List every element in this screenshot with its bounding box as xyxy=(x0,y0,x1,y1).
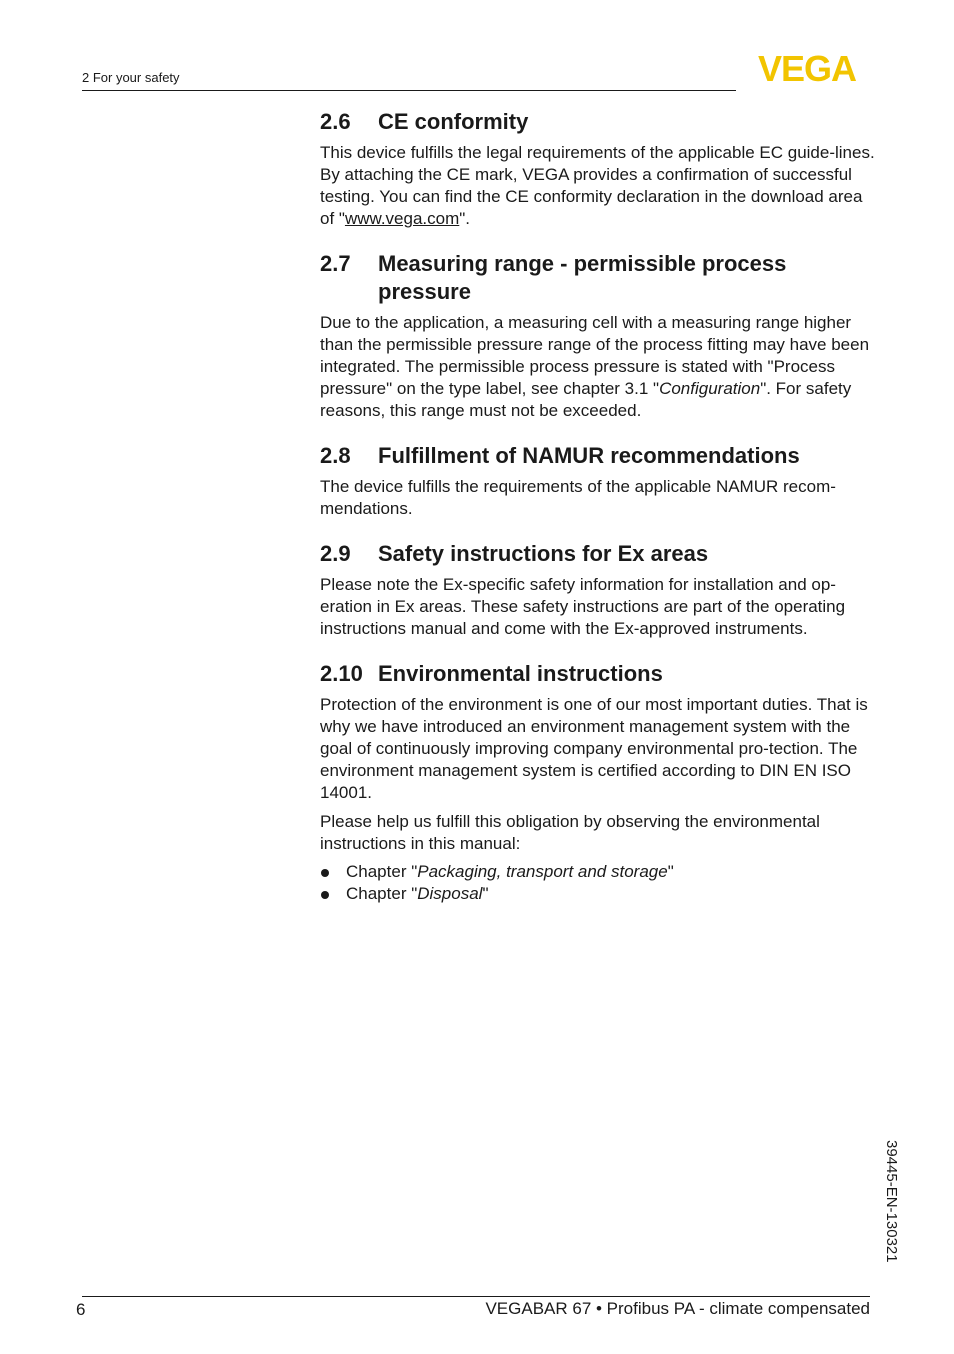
section-ex-areas xyxy=(320,540,880,640)
list-item: Chapter "Disposal" xyxy=(320,883,880,905)
body-paragraph: Protection of the environment is one of our most important duties. That is why we have introduced an environment management system with the goal of continuously improving company environmental pro-tection. The environment management system is certified according to DIN EN ISO 14001. xyxy=(320,695,868,802)
section-title: Safety instructions for Ex areas xyxy=(378,541,709,566)
section-heading xyxy=(320,108,880,136)
body-paragraph: The device fulfills the requirements of the applicable NAMUR recom-mendations. xyxy=(320,477,836,518)
logo-text: VEGA xyxy=(757,52,857,84)
chapter-reference: Configuration xyxy=(659,379,761,398)
page-number: 6 xyxy=(76,1300,86,1319)
body-paragraph: Due to the application, a measuring cell with a measuring range higher than the permissible pressure range of the process fitting may have been integrated. The permissible process pressure is stated with "Process pressure" on the type label, see chapter 3.1 "Configuration". For safety reasons, this range must not be exceeded. xyxy=(320,313,870,420)
section-ce-conformity xyxy=(320,108,880,230)
section-number: 2.6 xyxy=(320,109,351,134)
section-title: Environmental instructions xyxy=(378,661,663,686)
vega-logo xyxy=(742,52,872,84)
page-content xyxy=(320,108,880,905)
vega-website-link[interactable]: www.vega.com xyxy=(344,209,460,228)
section-environmental xyxy=(320,660,880,905)
section-number: 2.9 xyxy=(320,541,351,566)
bullet-icon xyxy=(321,869,329,877)
running-header: 2 For your safety xyxy=(82,70,180,85)
section-number: 2.8 xyxy=(320,443,351,468)
section-number: 2.10 xyxy=(320,661,363,686)
list-item: Chapter "Packaging, transport and storage" xyxy=(320,861,880,883)
body-paragraph: Please help us fulfill this obligation by observing the environmental instructions in this manual: xyxy=(320,812,820,853)
bullet-list xyxy=(320,861,880,905)
section-namur xyxy=(320,442,880,520)
section-heading xyxy=(320,442,880,470)
body-paragraph: This device fulfills the legal requirements of the applicable EC guide-lines. By attaching the CE mark, VEGA provides a confirmation of successful testing. You can find the CE conformity declaration in the download area of "www.vega.com". xyxy=(320,143,875,228)
header-divider xyxy=(82,90,736,91)
footer-divider xyxy=(82,1296,870,1297)
bullet-icon xyxy=(321,891,329,899)
section-heading xyxy=(320,250,880,306)
section-title: Measuring range - permissible process pressure xyxy=(378,251,787,304)
footer-title: VEGABAR 67 • Profibus PA - climate compensated xyxy=(485,1299,870,1318)
section-measuring-range xyxy=(320,250,880,422)
section-number: 2.7 xyxy=(320,251,351,276)
document-code: 39445-EN-130321 xyxy=(883,1140,900,1263)
section-title: CE conformity xyxy=(378,109,529,134)
section-heading xyxy=(320,660,880,688)
body-paragraph: Please note the Ex-specific safety information for installation and op-eration in Ex areas. These safety instructions are part of the operating instructions manual and come with the Ex-approved instruments. xyxy=(320,575,846,638)
section-heading xyxy=(320,540,880,568)
section-title: Fulfillment of NAMUR recommendations xyxy=(378,443,800,468)
document-code-wrap xyxy=(880,1140,902,1290)
